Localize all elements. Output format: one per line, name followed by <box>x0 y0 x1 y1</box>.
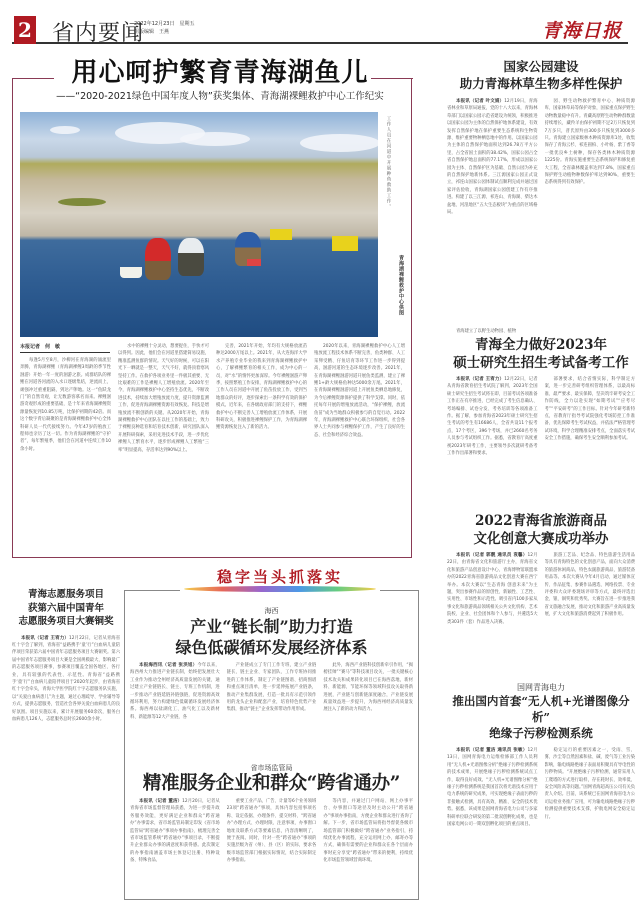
article-byline: 本报讯（记者 郭靓 通讯员 袁馨） <box>456 553 528 558</box>
article-byline: 本报讯（记者 董洁 通讯员 张敏） <box>456 748 528 753</box>
feature-paragraph: 2020年以来，青海湖裸鲤救护中心人工增殖放流工程技术体系不断完善，鱼类种群、人工采卵受精、仔鱼培育等环节工作进一步得到提高，洄游河道的生态环境逐步改善。2021年，在青海湖裸鲤洄游河道开展鱼类监测，建立了裸鲤1+龄大规格鱼种达5000余万尾。2021年，在青海湖裸鲤洄游河道上开展鱼类栖息地修复，为今后裸鲤资源保护提供了科学支撑。同时，依托每年开展的增殖放流活动，“保护裸鲤，放流鱼苗”成为当地群众积极参与的自觉行动。2022年，青海湖裸鲤救护中心联合环保组织、社会各界人士共同参与裸鲤保护工作，产生了良好的生态、社会和经济综合效益。 <box>314 344 405 438</box>
article-byline: 本报海西讯（记者 张洪旭） <box>139 663 198 668</box>
section-title: 省内要闻 <box>52 21 145 46</box>
article-kicker: 海西 <box>264 607 279 615</box>
article-byline: 本报讯（记者 王宥力） <box>456 377 505 382</box>
issue-editor: 组版编辑 王燕 <box>134 29 170 35</box>
feature-headline: 用心呵护繁育青海湖鱼儿 <box>71 58 369 88</box>
article-tourism-contest <box>447 512 635 672</box>
article-paragraph: 此外，海西产业链科技创新牵引作用，“揭榜挂帅”“赛马”等科技项目攻关，一批关键核心技术攻关和成果转化项目已在海西落地，新材料、新能源、节能环保等领域科技攻关取得新进展，产业链与创新链深度融合，产业链发展质量效益进一步提升，为海西州经济高质量发展注入了新的动力和活力。 <box>323 663 414 713</box>
article-paragraph: 园、野生动物救护繁育中心、种质资源库、国家林草局等保护对象，国家重点保护野生动物数量稳中有升。青藏高原野生动物种群数量持续增长，藏羚羊由保护初期不足2万只恢复到7万多只，普氏原羚由300多只恢复到3000多只。青海建立国家级林木种质资源库1处，收集保存了青海云杉、祁连圆柏、小叶杨、紫丁香等一批优良乡土树种，保存各类林木种质资源1225份。青海实施重要生态系统保护和修复重大工程，全省森林覆盖率达到7.8%，国家重点保护野生动植物种数保护率达到90%，重要生态系统得到有效保护。 <box>544 99 635 186</box>
article-national-park <box>447 58 635 334</box>
issue-date: 2022年12月23日 星期五 <box>134 21 195 27</box>
article-grad-exam <box>447 336 635 506</box>
article-byline: 本报讯（记者 王宥力） <box>21 635 70 641</box>
article-paragraph: 12月19日，青海省林业和草原局通报，党的十八大以来，青海林草部门以国家公园示范省建设为统领，积极推进以国家公园为主体的自然保护地体系建设，有效发挥自然保护地在保护重要生态系统和生物资源、维护重要物种栖息地中的作用。以国家公园为主体的自然保护地面积达到26.78万平方公里，占全省国土面积的38.42%，国家公园占全省自然保护地总面积的77.17%，形成以国家公园为主体、自然保护区为基础、自然公园为补充的自然保护地新体系。三江源国家公园正式设立，祁连山国家公园体制试点顺利完成并通过国家评估验收，青海湖国家公园创建工作有序推进。构建了以三江源、祁连山、青海湖、柴达木盆地、河湟地区“五大生态板块”为重点的区域格局。 <box>447 99 538 216</box>
feature-byline: 本报记者 何 敏 <box>20 343 110 353</box>
article-paragraph: 12月13日，国网青海电力运维检修部工作人员利用“无人机+光谱图像分析”绝缘子污秽检测系统的技术成果，开展绝缘子污秽检测系统试点工作，取得良好成效。“无人机+光谱图像分析”绝缘子污秽检测系统是我国首次将光谱技术应用于电力系统的研究成果，可实现绝缘子表面污秽的非接触式检测，具有高效、精准、安全的技术优势。据悉，该成果是国网青海省电力公司与多家科研单位联合研发的第二批双创孵化成果，也是国家电网公司一期双创孵化项目的重点项目。 <box>447 748 538 828</box>
article-paragraph-tail: 青海建立了以野生动物园、植物 <box>456 329 517 334</box>
feature-paragraph: 水中的裸鲤十分灵动，想要捉住，手快才可以得到。因此，他们会在河道里搭建简易设施，精准监测鱼群的情况。天气好的时候，可以在阳光下一晒就是一整天，天气不好，就得顶着寒风坚持工作。在救护各项业务里一件极其重要、无比艰难的工作是裸鲤人工增殖放流。2020年至今，青海湖裸鲤救护中心坚持生态优先，不断改进技术，持续加大增殖放流力度，提升资源监测工作，促进青海湖裸鲤资源有效恢复。科技是增殖放流不断创新的关键。从2020年开始，青海湖裸鲤救护中心团队在以往工作的基础上，致力于裸鲤良种选育和培育技术创新，研究团队深入开展科研探索，采用先进技术手段，进一步优化裸鲤人工繁育水平，逐步形成裸鲤人工繁殖“三率”明显提高，存活率达到90%以上。 <box>118 344 209 453</box>
feature-subheadline: ——“2020-2021绿色中国年度人物”获奖集体、青海湖裸鲤救护中心工作纪实 <box>56 91 384 102</box>
article-byline: 本报讯（记者 叶文娟） <box>456 99 505 104</box>
worker-white <box>178 238 204 276</box>
article-headline: 国家公园建设 助力青海林草生物多样性保护 <box>459 59 623 91</box>
article-volunteer-award <box>12 588 120 897</box>
feature-paragraph: 每逢5月至8月，沙柳河在青海湖的涌流里奔腾，青海湖裸鲤（青海湖裸鲤3周龄的季节性洄游）开始一年一度的洄游之旅。成群结队的裸鲤在河道各河流的入水口逐级集结，逆流而上，顽强冲过重重阻隔，到达产卵地。这一“鱼跃龙门”的自然奇观，让无数游客慕名而来。裸鲤洄游奇观形成的重要基础，是十年来青海湖裸鲤资源量恢复到10.85万吨，比保护初期的42倍。而这个数字背后凝聚的是青海湖裸鲤救护中心全体科研人员一代代接续努力。今年47岁的殖放工程师也亲历了这一切。作为青海湖裸鲤的“守护者”，每年繁殖季，他们会在河道中连续工作10余小时。 <box>20 358 111 452</box>
issue-meta <box>134 20 194 36</box>
article-paragraph: 旅游工艺品、纪念品、特色旅游生活用品等具有青海特色的文化创意产品，面向大众消费的旅游休闲商品，特色农副旅游商品，旅游装备用品等。本次大赛从今年4月启动，通过媒体宣传、作品征集、参赛作品遴选、网络投票、专业评委和大众评委现场评审等方式，最终评选出金、银、铜奖和优秀奖。大赛旨在进一步推进我省文旅融合发展，推动文化和旅游产业高质量发展，扩大文化和旅游消费起到了积极作用。 <box>544 553 635 618</box>
article-headline: 推出国内首套“无人机+光谱图像分析” 绝缘子污秽检测系统 <box>452 694 630 740</box>
article-headline: 产业“链长制”助力打造 绿色低碳循环发展经济体系 <box>175 617 368 657</box>
feature-photo <box>20 112 378 337</box>
article-paragraph: 今年以来，海西州大力推进产业链长制，始终把发展壮大工业作为推动全州经济高质量发展的关键，通过建立产业链链长、链主、专班工作机制，进一步推动产业链延链补链强链，促进资源高效循环利用，努力构建绿色低碳循环发展经济体系。海西州以盐湖化工、油气化工以及新材料、新能源等12大产业链，各 <box>130 663 220 720</box>
article-paragraph: 12月22日，记者从青海省红十字会了解到，青海省“益路携手‘童’行”白血病儿童陪伴项目荣获第六届中国青年志愿服务项目大赛铜奖。第六届中国青年志愿服务项目大赛是全国规模最大、影响最广的志愿服务项目赛事，参赛项目覆盖全国各地区、各行业，具有较强的代表性、示范性。青海省“益路携手‘童’行”白血病儿童陪伴项目于2020年起步，由青海省红十字会牵头，青海大学医学院红十字志愿服务队实施，以“关爱白血病患儿”为主题，通过心理疏导、学业辅导等方式，提供志愿服务，营造社会各界关爱白血病患儿的良好氛围。项目实施以来，累计开展服务60余次，服务白血病患儿126人，志愿服务总时长2600余小时。 <box>12 635 120 722</box>
crate-yellow-2 <box>332 236 358 251</box>
article-paragraph: 12月20日，记者从青海省市场监督管理局获悉，为进一步提升政务服务效能，更好满足企业和群众“跨省通办”办事需求，省市场监管局制定印发《省市场监管局“跨省通办”事项办事指南》，梳理完善全省市场监管系统“跨省通办”事项目录，不断提升企业群众办事的满意度和获得感。此次制定的办事指南涵盖市场主体登记注册、特种设备、特殊食品、 <box>130 799 220 864</box>
section-banner <box>180 566 380 596</box>
crate-yellow <box>270 229 292 240</box>
article-byline: 本报讯（记者 董洁） <box>139 799 183 804</box>
article-headline: 青海志愿服务项目 获第六届中国青年 志愿服务项目大赛铜奖 <box>18 589 114 627</box>
article-kicker: 国网青海电力 <box>517 683 565 692</box>
article-power-grid <box>447 682 635 902</box>
masthead <box>12 12 628 44</box>
article-paragraph: 部署要求，结合省情实际，科学制定方案，进一步完善研考组织管理体系，以最高标准、最严要求、最实保障，坚决筑牢研考安全工作防线，全力以赴实现“如期考试”“应考尽考”“平安研考”的工作目标。针对今年研考新特点，省教育厅指导考试院强化考场防控工作准备，优先保障考生考试权益，并依法严格管理考试环境，科学合理精准安排考点，全面落实考试安全工作措施，确保考生安全顺利参加考试。 <box>544 377 635 442</box>
article-paragraph: 等内容，并通过门户网站、网上办事平台、办事窗口等途径及时主动公开“跨省通办”事项办事指南，方便企业和群众进行查询了解。下一步，省市场监管局将指导督促各级市场监管部门积极做好“跨省通办”业务指引，持续优化办事流程，充分运用网上办、邮寄办等方式，确保有需要的企业和群众在各个层面办事时充分享受“跨省通办”带来的便利，持续优化市场监管领域营商环境。 <box>323 799 414 864</box>
photo-caption: 工作人员在河道中开展种鱼救助工作。 <box>386 116 391 210</box>
article-paragraph: 产业链成立了专门工作专班，建立产业链链长、链主企业、专家团队、工作专班协同推进的工作体系，制定了产业链图谱、招商图谱和重点项目清单，进一步延伸拓展产业链条，推动产业集群发展，打造一批具有示范引领作用的龙头企业和配套产业，培育特色优势产业集群，推动“链主”企业发挥带动作用形成。 <box>226 663 317 713</box>
feature-body <box>20 343 405 553</box>
article-paragraph: 12月22日，记者从青海省教育招生考试院了解到，2023年全国硕士研究生招生考试将在即，目前考试各项准备工作正在有序推进，已经完成了考生信息确认、考场编排、试卷分发、考务培训等各项准备工作。据了解，参加青海省2023年硕士研究生招生考试的考生有16686人，全省共设11个报考点，17个考区，396个考场，并已2660名考务人员参与考试组织工作。据悉，省教育厅高度重视2023年研考工作，主要领导多次就研考备考工作作出部署和要求。 <box>447 377 538 457</box>
article-paragraph: 稳定运行的重要因素之一，受雨、雪、雾、沙尘等自然因素和盐、碱、废气等工业污染影响，输电线路绝缘子表面易积聚具有导电性的污秽物质。“开展绝缘子污秽检测，通常采用人工爬塔的方式进行取样，存在耗时长、效率低、安全风险高等问题。”国网青海超高压公司有关负责人介绍。目前，该系统已在国网青海省电力公司运检业务推广应用，可为输电线路绝缘子污秽检测提供重要技术支撑，护航电网安全稳定运行。 <box>544 748 635 820</box>
article-cross-province <box>130 763 413 898</box>
article-headline: 2022青海省旅游商品 文化创意大赛成功举办 <box>473 513 609 547</box>
feature-paragraph: 完善，2021年开始，年均有大规格放流苗种达2000万尾以上。2021年，从大连海洋大学水产养殖专业毕业的我来到青海湖裸鲤救护中心，了解裸鲤繁育的相关工作，成为中心的一员，对“水”的情怀更加深厚。今年裸鲤洄游产卵季，按照繁殖工作安排，青海湖裸鲤救护中心的工作人员在河道中开展了鱼苗投放工作，受到当地群众的好评，逐步探索出一条科学有效的保护模式。近年来，在各级政府部门的支持下，裸鲤救护中心不断完善人工增殖放流工作体系，开展科研攻关，积极推进裸鲤保护工作，为青海湖裸鲤资源恢复注入了新的活力。 <box>216 344 307 431</box>
worker-red <box>145 238 171 280</box>
article-paragraph: 重要工业产品、广告、计量等6个业务领域23项“跨省通办”事项，具体内容包括事项名称、设定依据、办理条件、提交材料、“跨省通办”办理方式、办理时限、注意事项、办事窗口地址及联系方式等要素信息，内容清晰明了，便于查阅。同时，针对一些“跨省通办”事项的实施层级为省（州）、县（区）的实际，要求各级市场监管部门根据实际情况，结合实际制定办事指南。 <box>226 799 317 864</box>
photo-credit: 青海湖裸鲤救护中心供图 <box>398 255 404 316</box>
page-number: 2 <box>14 16 36 44</box>
article-headline: 青海全力做好2023年 硕士研究生招生考试备考工作 <box>453 337 629 371</box>
article-haixi-chain <box>130 606 413 756</box>
banner-title: 稳字当头抓落实 <box>216 568 343 586</box>
bucket-white <box>120 267 142 278</box>
article-paragraph: 12月22日，由青海省文化和旅游厅主办，青海省文化和旅游产品创意设计中心、青海博物馆联盟承办的2022青海省旅游商品文化创意大赛在西宁举办。本次大赛以“生态青海 创意未来”为主题，突出参赛作品的原创性、新颖性、工艺性、实用性、市场性和示范性。吸引省内100多家从事文化和旅游商品领域相关公共文化机构、艺术院校、企业、社会团体和个人参与，共遴选5大类303件（套）作品进入决赛。 <box>447 553 538 625</box>
article-kicker: 省市场监管局 <box>250 764 293 772</box>
newspaper-logo: 青海日报 <box>541 20 622 42</box>
article-headline: 精准服务企业和群众“跨省通办” <box>142 773 401 794</box>
